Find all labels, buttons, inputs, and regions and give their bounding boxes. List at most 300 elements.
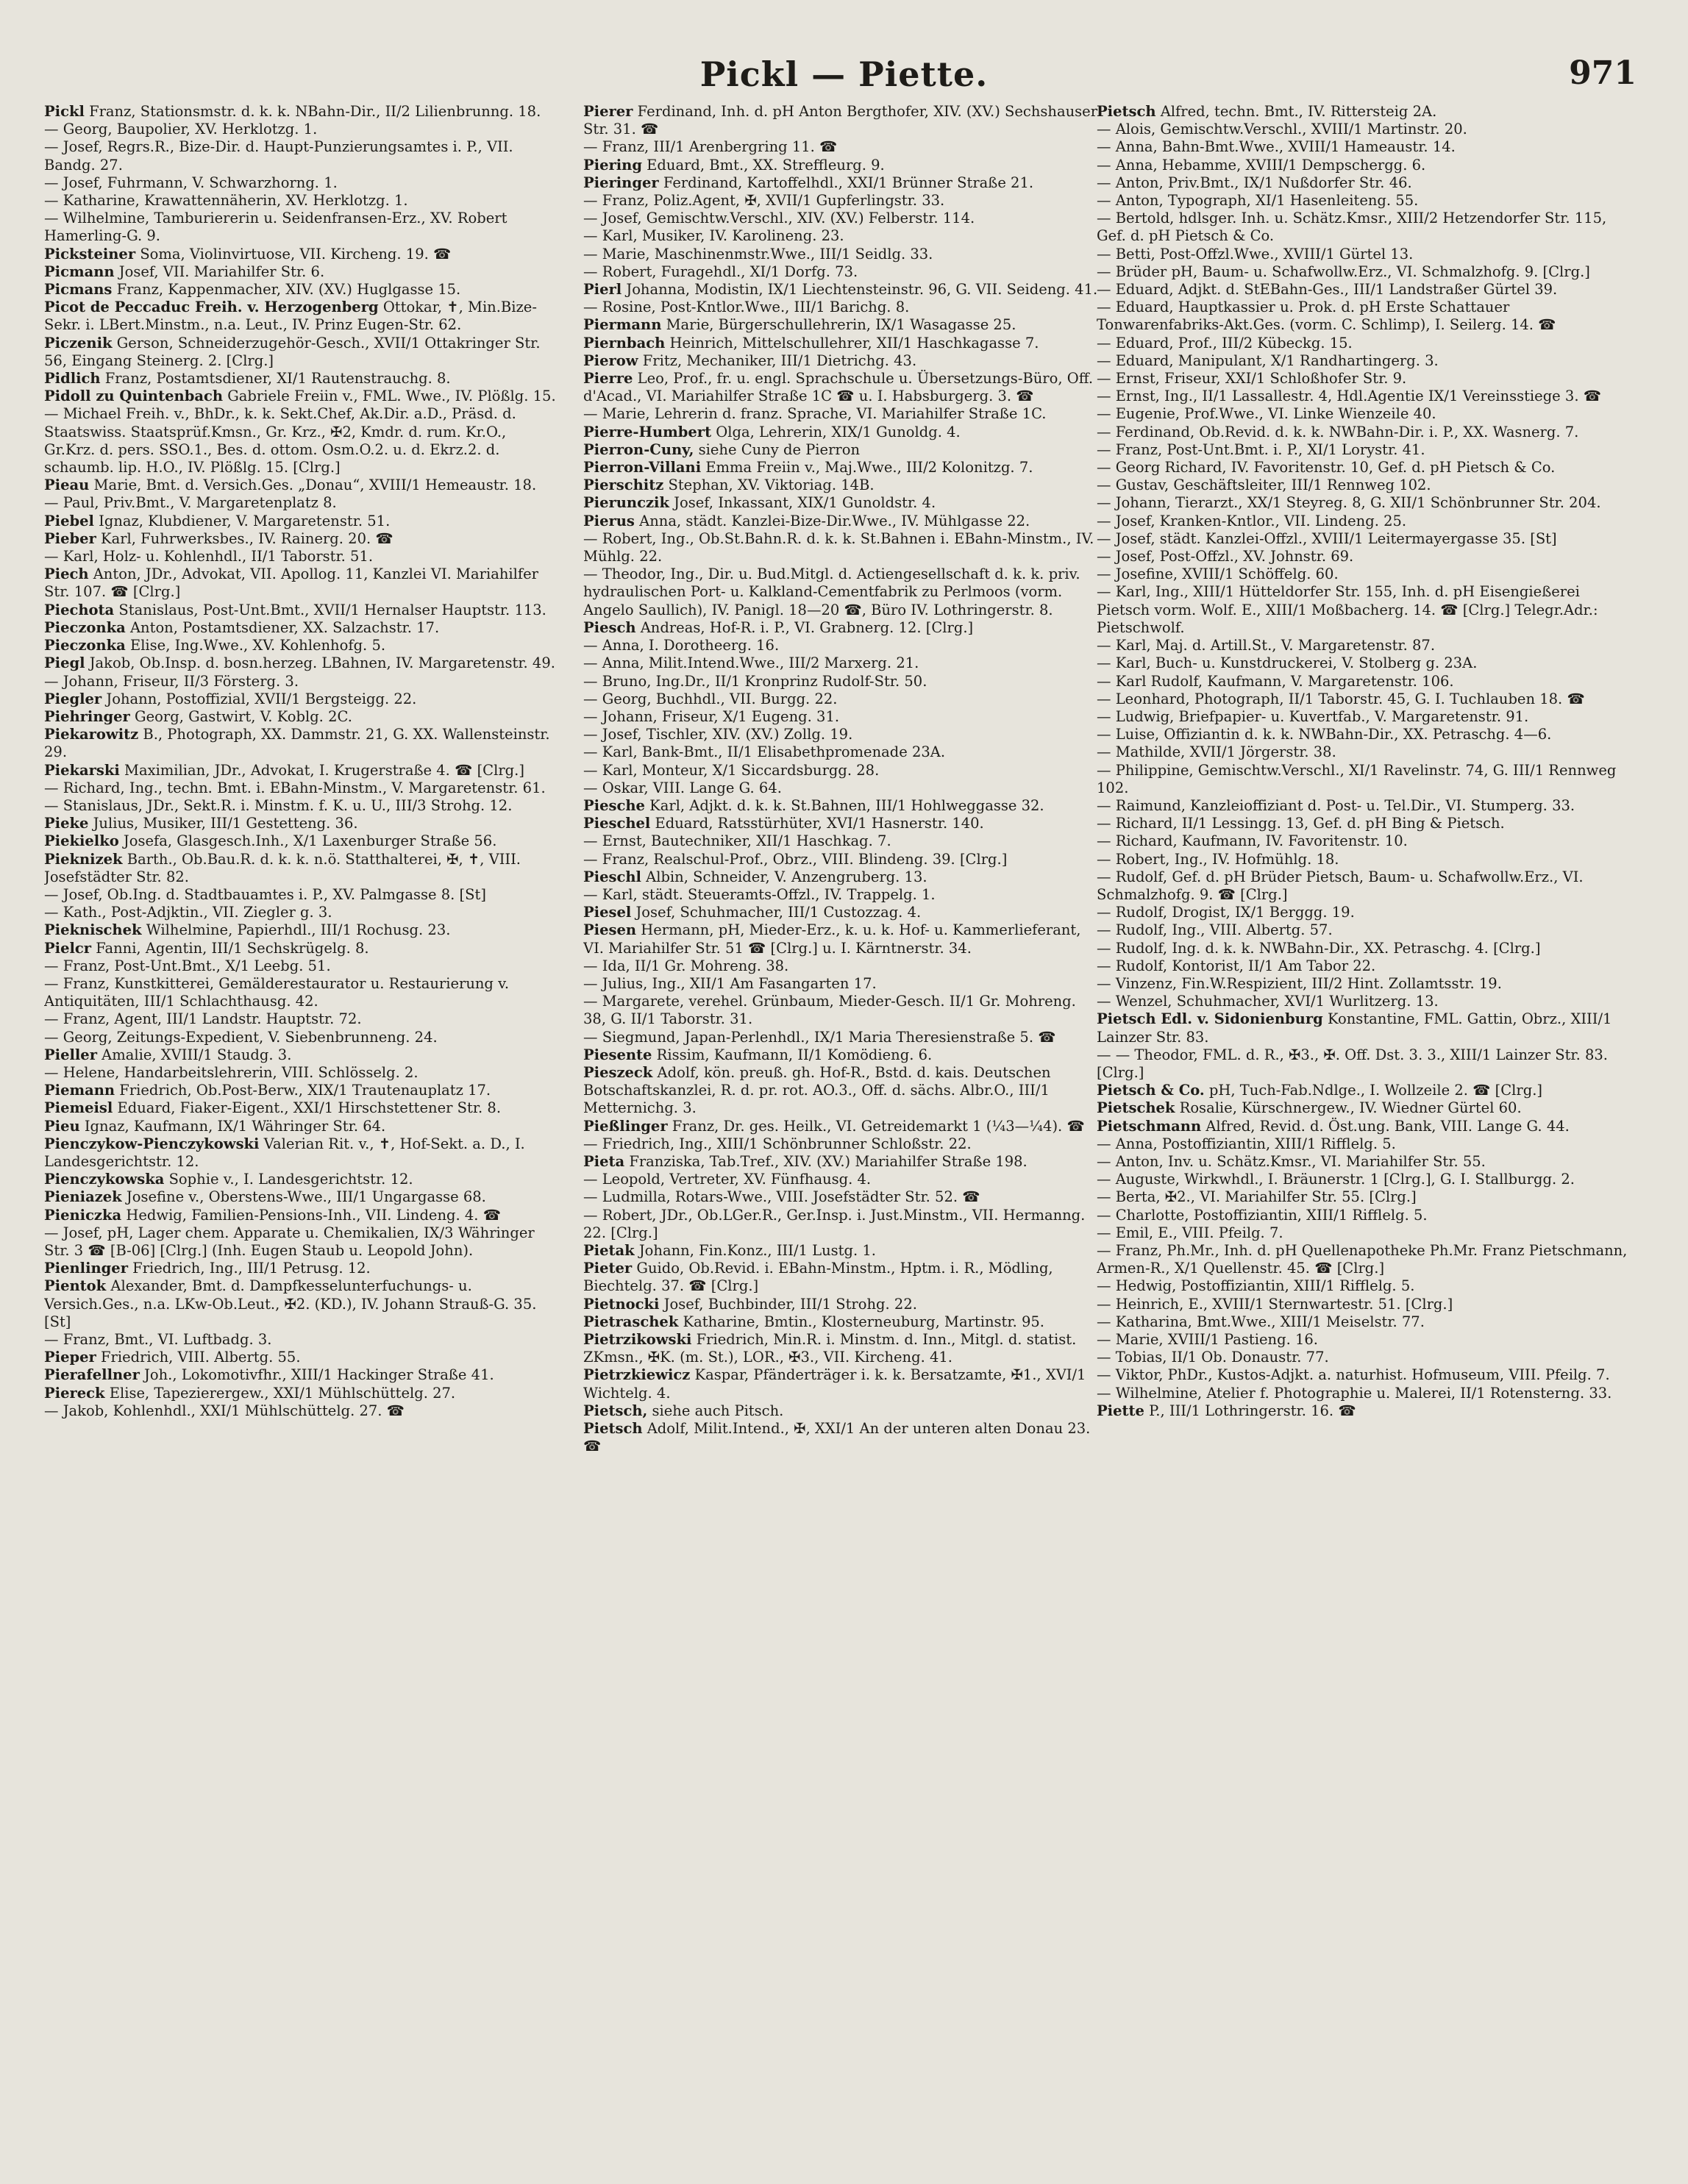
entry-text: — Karl, Maj. d. Artill.St., V. Margaretenstr. 87.	[1097, 637, 1436, 654]
entry-text: — Julius, Ing., XII/1 Am Fasangarten 17.	[583, 974, 877, 992]
directory-entry	[44, 1099, 559, 1117]
directory-entry	[1097, 957, 1634, 975]
directory-entry	[44, 1402, 559, 1420]
entry-text: Amalie, XVIII/1 Staudg. 3.	[96, 1046, 292, 1063]
entry-text: Johann, Fin.Konz., III/1 Lustg. 1.	[634, 1242, 876, 1259]
directory-entry	[1097, 513, 1634, 530]
directory-entry	[1097, 940, 1634, 957]
directory-entry	[44, 654, 559, 672]
entry-surname: Pierus	[583, 512, 635, 529]
directory-entry	[583, 477, 1098, 494]
entry-text: siehe Cuny de Pierron	[694, 440, 861, 458]
directory-entry	[583, 192, 1098, 210]
directory-entry	[44, 690, 559, 708]
directory-entry	[44, 779, 559, 797]
entry-text: Valerian Rit. v., ✝, Hof-Sekt. a. D., I. Landesgerichtstr. 12.	[44, 1135, 525, 1170]
entry-text: Franziska, Tab.Tref., XIV. (XV.) Mariahilfer Straße 198.	[624, 1152, 1028, 1170]
directory-entry	[44, 210, 559, 245]
directory-column-3	[1097, 103, 1634, 2155]
entry-surname: Picksteiner	[44, 245, 136, 263]
directory-entry	[583, 138, 1098, 156]
entry-text: — Anton, Priv.Bmt., IX/1 Nußdorfer Str. 46.	[1097, 174, 1412, 191]
entry-surname: Pieknizek	[44, 850, 123, 868]
directory-entry	[44, 832, 559, 850]
directory-entry	[44, 138, 559, 174]
directory-entry	[583, 797, 1098, 815]
entry-surname: Piemeisl	[44, 1099, 113, 1117]
directory-entry	[1097, 1207, 1634, 1224]
directory-entry	[583, 210, 1098, 227]
directory-entry	[583, 743, 1098, 761]
entry-text: Josefa, Glasgesch.Inh., X/1 Laxenburger Straße 56.	[118, 832, 497, 850]
entry-surname: Pierre-Humbert	[583, 423, 712, 440]
entry-surname: Piering	[583, 156, 642, 174]
entry-text: — Katharina, Bmt.Wwe., XIII/1 Meiselstr. 77.	[1097, 1313, 1425, 1330]
entry-text: — Hedwig, Postoffiziantin, XIII/1 Rifflelg. 5.	[1097, 1277, 1415, 1295]
directory-entry	[583, 637, 1098, 654]
directory-entry	[1097, 1366, 1634, 1384]
page-header	[0, 51, 1688, 103]
directory-entry	[1097, 1118, 1634, 1135]
entry-text: Konstantine, FML. Gattin, Obrz., XIII/1 Lainzer Str. 83.	[1097, 1010, 1612, 1046]
directory-entry	[1097, 299, 1634, 334]
entry-surname: Piesen	[583, 921, 637, 939]
directory-entry	[583, 708, 1098, 726]
directory-entry	[1097, 1153, 1634, 1171]
entry-text: — Paul, Priv.Bmt., V. Margaretenplatz 8.	[44, 494, 337, 512]
directory-entry	[44, 1188, 559, 1206]
entry-text: — Bruno, Ing.Dr., II/1 Kronprinz Rudolf-Str. 50.	[583, 672, 927, 690]
entry-surname: Pieter	[583, 1260, 633, 1277]
entry-text: Karl, Adjkt. d. k. k. St.Bahnen, III/1 Hohlweggasse 32.	[644, 796, 1044, 814]
directory-entry	[1097, 1010, 1634, 1046]
entry-text: Albin, Schneider, V. Anzengruberg. 13.	[641, 868, 927, 885]
directory-entry	[44, 477, 559, 494]
page-number: 971	[1569, 54, 1637, 92]
entry-text: Julius, Musiker, III/1 Gestetteng. 36.	[88, 815, 358, 832]
entry-text: Fanni, Agentin, III/1 Sechskrügelg. 8.	[91, 939, 369, 957]
entry-text: — Karl, Ing., XIII/1 Hütteldorfer Str. 155, Inh. d. pH Eisengießerei Pietsch vorm. Wolf. E., XIII/1 Moßbacherg. 14. ☎ [Clrg.] Telegr.Adr.: Pietschwolf.	[1097, 583, 1598, 636]
entry-surname: Pietsch Edl. v. Sidonienburg	[1097, 1010, 1323, 1028]
entry-surname: Piereck	[44, 1384, 105, 1402]
entry-surname: Pienczykowska	[44, 1171, 165, 1188]
entry-text: Elise, Tapezierergew., XXI/1 Mühlschüttelg. 27.	[104, 1384, 456, 1402]
entry-surname: Pierl	[583, 281, 622, 299]
entry-text: — Oskar, VIII. Lange G. 64.	[583, 779, 782, 796]
directory-entry	[1097, 157, 1634, 174]
entry-text: Josefine v., Oberstens-Wwe., III/1 Ungargasse 68.	[121, 1188, 486, 1206]
directory-entry	[44, 1207, 559, 1224]
directory-entry	[44, 1260, 559, 1277]
directory-entry	[44, 1385, 559, 1402]
entry-text: — Richard, II/1 Lessingg. 13, Gef. d. pH Bing & Pietsch.	[1097, 815, 1505, 832]
entry-surname: Pieta	[583, 1152, 625, 1170]
entry-text: — Ernst, Ing., II/1 Lassallestr. 4, Hdl.Agentie IX/1 Vereinsstiege 3. ☎	[1097, 388, 1602, 405]
directory-entry	[1097, 1313, 1634, 1331]
directory-entry	[583, 1420, 1098, 1455]
entry-surname: Piernbach	[583, 334, 666, 351]
directory-entry	[583, 1207, 1098, 1242]
directory-entry	[1097, 335, 1634, 352]
entry-surname: Piech	[44, 565, 89, 583]
entry-surname: Pietraschek	[583, 1313, 679, 1330]
entry-text: siehe auch Pitsch.	[647, 1402, 784, 1419]
directory-entry	[1097, 797, 1634, 815]
entry-text: B., Photograph, XX. Dammstr. 21, G. XX. Wallensteinstr. 29.	[44, 726, 550, 761]
entry-text: — Ida, II/1 Gr. Mohreng. 38.	[583, 957, 789, 974]
directory-entry	[1097, 1349, 1634, 1366]
entry-text: — Eduard, Manipulant, X/1 Randhartingerg. 3.	[1097, 351, 1439, 369]
entry-text: pH, Tuch-Fab.Ndlge., I. Wollzeile 2. ☎ [Clrg.]	[1204, 1082, 1543, 1099]
entry-text: — Ludwig, Briefpapier- u. Kuvertfab., V. Margaretenstr. 91.	[1097, 707, 1529, 725]
directory-entry	[44, 513, 559, 530]
entry-text: — Rudolf, Kontorist, II/1 Am Tabor 22.	[1097, 957, 1376, 974]
directory-entry	[583, 993, 1098, 1028]
entry-text: — Eduard, Adjkt. d. StEBahn-Ges., III/1 Landstraßer Gürtel 39.	[1097, 281, 1558, 299]
directory-entry	[1097, 459, 1634, 477]
entry-surname: Piesente	[583, 1046, 652, 1063]
directory-entry	[1097, 921, 1634, 939]
directory-entry	[44, 565, 559, 601]
entry-text: Hedwig, Familien-Pensions-Inh., VII. Lindeng. 4. ☎	[121, 1206, 501, 1224]
directory-entry	[1097, 370, 1634, 388]
directory-entry	[583, 246, 1098, 263]
entry-surname: Piegl	[44, 654, 85, 672]
directory-entry	[583, 1171, 1098, 1188]
directory-entry	[1097, 993, 1634, 1010]
directory-entry	[44, 602, 559, 619]
directory-entry	[1097, 654, 1634, 672]
directory-entry	[583, 513, 1098, 530]
entry-text: Josef, Inkassant, XIX/1 Gunoldstr. 4.	[669, 494, 936, 512]
directory-entry	[1097, 868, 1634, 904]
directory-entry	[583, 263, 1098, 281]
directory-entry	[1097, 708, 1634, 726]
directory-entry	[44, 940, 559, 957]
entry-surname: Pietschek	[1097, 1099, 1175, 1117]
directory-entry	[583, 673, 1098, 690]
directory-entry	[44, 103, 559, 121]
entry-surname: Piesche	[583, 796, 645, 814]
directory-column-2	[583, 103, 1098, 2155]
entry-text: Adolf, Milit.Intend., ✠, XXI/1 An der unteren alten Donau 23. ☎	[583, 1420, 1091, 1455]
entry-text: — Luise, Offiziantin d. k. k. NWBahn-Dir., XX. Petraschg. 4—6.	[1097, 726, 1552, 743]
directory-entry	[44, 1118, 559, 1135]
directory-entry	[1097, 121, 1634, 138]
directory-entry	[44, 388, 559, 405]
entry-text: — Philippine, Gemischtw.Verschl., XI/1 Ravelinstr. 74, G. III/1 Rennweg 102.	[1097, 761, 1617, 796]
entry-surname: Pietsch & Co.	[1097, 1082, 1205, 1099]
entry-surname: Piekielko	[44, 832, 119, 850]
entry-text: — Franz, Agent, III/1 Landstr. Hauptstr. 72.	[44, 1010, 362, 1028]
directory-entry	[1097, 1331, 1634, 1349]
entry-text: — Eduard, Hauptkassier u. Prok. d. pH Erste Schattauer Tonwarenfabriks-Akt.Ges. (vorm. C. Schlimp), I. Seilerg. 14. ☎	[1097, 299, 1556, 334]
directory-entry	[1097, 192, 1634, 210]
entry-text: Soma, Violinvirtuose, VII. Kircheng. 19. ☎	[135, 245, 452, 263]
directory-entry	[583, 157, 1098, 174]
entry-text: — Raimund, Kanzleioffiziant d. Post- u. Tel.Dir., VI. Stumperg. 33.	[1097, 796, 1575, 814]
directory-entry	[1097, 1046, 1634, 1082]
entry-text: — Franz, Realschul-Prof., Obrz., VIII. Blindeng. 39. [Clrg.]	[583, 850, 1008, 868]
directory-entry	[583, 1188, 1098, 1206]
entry-text: — Heinrich, E., XVIII/1 Sternwartestr. 51. [Clrg.]	[1097, 1295, 1453, 1313]
entry-text: — Franz, Ph.Mr., Inh. d. pH Quellenapotheke Ph.Mr. Franz Pietschmann, Armen-R., X/1 Quellenstr. 45. ☎ [Clrg.]	[1097, 1242, 1628, 1277]
entry-text: — Josefine, XVIII/1 Schöffelg. 60.	[1097, 565, 1339, 583]
entry-surname: Pickl	[44, 103, 85, 120]
directory-entry	[1097, 246, 1634, 263]
directory-entry	[583, 868, 1098, 886]
entry-text: Georg, Gastwirt, V. Koblg. 2C.	[129, 707, 352, 725]
entry-text: — Rudolf, Ing. d. k. k. NWBahn-Dir., XX. Petraschg. 4. [Clrg.]	[1097, 939, 1541, 957]
directory-entry	[583, 1260, 1098, 1295]
entry-text: Marie, Bürgerschullehrerin, IX/1 Wasagasse 25.	[661, 316, 1016, 334]
entry-text: Marie, Bmt. d. Versich.Ges. „Donau“, XVIII/1 Hemeaustr. 18.	[89, 477, 537, 494]
entry-text: — Leopold, Vertreter, XV. Fünfhausg. 4.	[583, 1171, 872, 1188]
entry-surname: Pielcr	[44, 939, 92, 957]
entry-text: — Siegmund, Japan-Perlenhdl., IX/1 Maria Theresienstraße 5. ☎	[583, 1028, 1056, 1046]
directory-entry	[44, 192, 559, 210]
directory-entry	[1097, 975, 1634, 993]
entry-text: — Alois, Gemischtw.Verschl., XVIII/1 Martinstr. 20.	[1097, 121, 1467, 138]
directory-entry	[44, 1046, 559, 1064]
entry-surname: Pießlinger	[583, 1117, 668, 1135]
directory-entry	[44, 726, 559, 761]
entry-text: — Karl, Holz- u. Kohlenhdl., II/1 Taborstr. 51.	[44, 548, 374, 565]
entry-text: — Rosine, Post-Kntlor.Wwe., III/1 Barichg. 8.	[583, 299, 910, 316]
directory-entry	[1097, 1385, 1634, 1402]
entry-surname: Picmans	[44, 281, 113, 299]
directory-entry	[44, 797, 559, 815]
entry-surname: Picmann	[44, 263, 115, 280]
entry-text: Barth., Ob.Bau.R. d. k. k. n.ö. Statthalterei, ✠, ✝, VIII. Josefstädter Str. 82.	[44, 850, 521, 885]
entry-surname: Piebel	[44, 512, 94, 529]
directory-entry	[44, 1010, 559, 1028]
entry-surname: Pieschl	[583, 868, 641, 885]
entry-text: — Franz, Post-Unt.Bmt. i. P., XI/1 Lorystr. 41.	[1097, 440, 1425, 458]
entry-surname: Piehringer	[44, 707, 130, 725]
directory-entry	[583, 832, 1098, 850]
entry-text: Josef, Schuhmacher, III/1 Custozzag. 4.	[631, 904, 922, 921]
entry-text: Adolf, kön. preuß. gh. Hof-R., Bstd. d. kais. Deutschen Botschaftskanzlei, R. d. pr. rot. AO.3., Off. d. sächs. Albr.O., III/1 Metternichg. 3.	[583, 1063, 1051, 1117]
entry-surname: Piechota	[44, 601, 115, 618]
directory-entry	[44, 335, 559, 370]
entry-surname: Pierron-Cuny,	[583, 440, 694, 458]
directory-entry	[44, 121, 559, 138]
directory-entry	[1097, 565, 1634, 583]
directory-entry	[583, 405, 1098, 423]
directory-entry	[44, 1135, 559, 1171]
entry-text: — Richard, Ing., techn. Bmt. i. EBahn-Minstm., V. Margaretenstr. 61.	[44, 779, 546, 796]
directory-entry	[1097, 832, 1634, 850]
entry-surname: Pieper	[44, 1349, 96, 1366]
directory-entry	[583, 904, 1098, 921]
directory-entry	[1097, 388, 1634, 405]
entry-text: — Brüder pH, Baum- u. Schafwollw.Erz., VI. Schmalzhofg. 9. [Clrg.]	[1097, 263, 1590, 280]
directory-entry	[1097, 494, 1634, 512]
directory-entry	[1097, 726, 1634, 743]
directory-entry	[583, 921, 1098, 957]
entry-text: — Richard, Kaufmann, IV. Favoritenstr. 10.	[1097, 832, 1408, 850]
entry-text: Johann, Postoffizial, XVII/1 Bergsteigg. 22.	[102, 690, 417, 707]
entry-text: — Johann, Friseur, X/1 Eugeng. 31.	[583, 707, 840, 725]
directory-entry	[583, 459, 1098, 477]
directory-entry	[44, 886, 559, 904]
entry-text: — Karl, Musiker, IV. Karolineng. 23.	[583, 227, 844, 245]
entry-text: Eduard, Ratsstürhüter, XVI/1 Hasnerstr. 140.	[650, 815, 984, 832]
directory-entry	[583, 335, 1098, 352]
directory-entry	[583, 299, 1098, 316]
entry-text: — Michael Freih. v., BhDr., k. k. Sekt.Chef, Ak.Dir. a.D., Präsd. d. Staatswiss. Staatsprüf.Kmsn., Gr. Krz., ✠2, Kmdr. d. rum. Kr.O., Gr.Krz. d. pers. SSO.1., Bes. d. ottom. Osm.O.2. u. d. Ekrz.2. d. schaumb. lip. H.O., IV. Plößlg. 15. [Clrg.]	[44, 405, 516, 477]
directory-entry	[44, 494, 559, 512]
directory-entry	[583, 530, 1098, 565]
entry-text: Eduard, Fiaker-Eigent., XXI/1 Hirschstettener Str. 8.	[113, 1099, 502, 1117]
directory-entry	[44, 1029, 559, 1046]
entry-text: — Wilhelmine, Tamburiererin u. Seidenfransen-Erz., XV. Robert Hamerling-G. 9.	[44, 210, 508, 245]
entry-text: Gabriele Freiin v., FML. Wwe., IV. Plößlg. 15.	[223, 388, 556, 405]
directory-entry	[1097, 530, 1634, 548]
directory-entry	[1097, 1188, 1634, 1206]
entry-text: — Anna, Hebamme, XVIII/1 Dempschergg. 6.	[1097, 156, 1426, 174]
entry-surname: Pierron-Villani	[583, 459, 702, 477]
directory-entry	[1097, 851, 1634, 868]
entry-surname: Piermann	[583, 316, 662, 334]
directory-entry	[583, 103, 1098, 138]
entry-text: — Josef, Kranken-Kntlor., VII. Lindeng. 25.	[1097, 512, 1407, 529]
directory-entry	[583, 281, 1098, 299]
entry-text: Fritz, Mechaniker, III/1 Dietrichg. 43.	[638, 351, 917, 369]
entry-text: — Josef, Gemischtw.Verschl., XIV. (XV.) Felberstr. 114.	[583, 210, 975, 227]
entry-text: Katharine, Bmtin., Klosterneuburg, Martinstr. 95.	[678, 1313, 1044, 1330]
directory-entry	[1097, 138, 1634, 156]
entry-text: Friedrich, Ob.Post-Berw., XIX/1 Trautenauplatz 17.	[115, 1082, 491, 1099]
entry-text: — Friedrich, Ing., XIII/1 Schönbrunner Schloßstr. 22.	[583, 1135, 972, 1152]
entry-text: Leo, Prof., fr. u. engl. Sprachschule u. Übersetzungs-Büro, Off. d'Acad., VI. Mariahilfer Straße 1C ☎ u. I. Habsburgerg. 3. ☎	[583, 370, 1094, 405]
entry-text: — Georg, Buchhdl., VII. Burgg. 22.	[583, 690, 838, 707]
directory-entry	[583, 174, 1098, 192]
entry-surname: Pierafellner	[44, 1366, 140, 1384]
entry-text: Ottokar, ✝, Min.Bize-Sekr. i. LBert.Minstm., n.a. Leut., IV. Prinz Eugen-Str. 62.	[44, 299, 537, 334]
entry-text: — Franz, Kunstkitterei, Gemälderestaurator u. Restaurierung v. Antiquitäten, III/1 Schlachthausg. 42.	[44, 974, 510, 1010]
entry-text: Rosalie, Kürschnergew., IV. Wiedner Gürtel 60.	[1175, 1099, 1522, 1117]
directory-entry	[583, 1331, 1098, 1366]
directory-entry	[583, 1064, 1098, 1118]
entry-surname: Pienczykow-Pienczykowski	[44, 1135, 260, 1152]
entry-text: Guido, Ob.Revid. i. EBahn-Minstm., Hptm. i. R., Mödling, Biechtelg. 37. ☎ [Clrg.]	[583, 1260, 1053, 1295]
entry-text: Olga, Lehrerin, XIX/1 Gunoldg. 4.	[711, 423, 961, 440]
entry-text: — Franz, III/1 Arenbergring 11. ☎	[583, 138, 838, 156]
directory-entry	[44, 281, 559, 299]
entry-surname: Pieschel	[583, 815, 651, 832]
directory-entry	[1097, 815, 1634, 832]
entry-text: Kaspar, Pfänderträger i. k. k. Bersatzamte, ✠1., XVI/1 Wichtelg. 4.	[583, 1366, 1086, 1402]
entry-text: — Emil, E., VIII. Pfeilg. 7.	[1097, 1224, 1283, 1241]
entry-text: — Karl, städt. Steueramts-Offzl., IV. Trappelg. 1.	[583, 885, 936, 903]
entry-text: Anton, Postamtsdiener, XX. Salzachstr. 17.	[125, 618, 440, 636]
entry-surname: Pieber	[44, 529, 96, 547]
directory-entry	[1097, 263, 1634, 281]
directory-entry	[583, 1242, 1098, 1260]
entry-text: Josef, Buchbinder, III/1 Strohg. 22.	[659, 1295, 917, 1313]
entry-text: — Georg, Baupolier, XV. Herklotzg. 1.	[44, 121, 318, 138]
directory-entry	[583, 441, 1098, 459]
directory-entry	[44, 246, 559, 263]
entry-surname: Piczenik	[44, 334, 113, 351]
entry-surname: Pietnocki	[583, 1295, 660, 1313]
entry-text: — Katharine, Krawattennäherin, XV. Herklotzg. 1.	[44, 192, 408, 210]
entry-surname: Pietschmann	[1097, 1117, 1202, 1135]
directory-entry	[44, 1171, 559, 1188]
directory-entry	[44, 1064, 559, 1082]
entry-text: — Stanislaus, JDr., Sekt.R. i. Minstm. f. K. u. U., III/3 Strohg. 12.	[44, 796, 513, 814]
directory-entry	[44, 815, 559, 832]
entry-text: Alexander, Bmt. d. Dampfkesselunterfuchungs- u. Versich.Ges., n.a. LKw-Ob.Leut., ✠2. (KD.), IV. Johann Strauß-G. 35. [St]	[44, 1277, 537, 1330]
directory-entry	[1097, 1171, 1634, 1188]
directory-entry	[583, 957, 1098, 975]
entry-text: — Margarete, verehel. Grünbaum, Mieder-Gesch. II/1 Gr. Mohreng. 38, G. II/1 Taborstr. 31.	[583, 993, 1076, 1028]
entry-text: — Wilhelmine, Atelier f. Photographie u. Malerei, II/1 Rotensterng. 33.	[1097, 1384, 1612, 1402]
directory-entry	[583, 1313, 1098, 1331]
entry-text: Ignaz, Klubdiener, V. Margaretenstr. 51.	[93, 512, 391, 529]
entry-surname: Pieke	[44, 815, 89, 832]
entry-surname: Pieszeck	[583, 1063, 653, 1081]
directory-entry	[44, 921, 559, 939]
directory-entry	[44, 1224, 559, 1260]
directory-entry	[1097, 1082, 1634, 1099]
entry-surname: Pierer	[583, 103, 633, 120]
directory-entry	[583, 1118, 1098, 1135]
directory-entry	[1097, 281, 1634, 299]
directory-entry	[1097, 1099, 1634, 1117]
entry-text: — Betti, Post-Offzl.Wwe., XVIII/1 Gürtel 13.	[1097, 245, 1414, 263]
directory-entry	[583, 690, 1098, 708]
directory-entry	[1097, 103, 1634, 121]
entry-text: Sophie v., I. Landesgerichtstr. 12.	[164, 1171, 413, 1188]
entry-text: — Josef, Post-Offzl., XV. Johnstr. 69.	[1097, 548, 1354, 565]
directory-entry	[44, 1082, 559, 1099]
directory-entry	[583, 1402, 1098, 1420]
entry-surname: Pieczonka	[44, 618, 126, 636]
entry-text: — Mathilde, XVII/1 Jörgerstr. 38.	[1097, 743, 1336, 761]
entry-text: Ferdinand, Kartoffelhdl., XXI/1 Brünner Straße 21.	[658, 174, 1034, 191]
directory-entry	[583, 227, 1098, 245]
entry-surname: Pierschitz	[583, 477, 664, 494]
entry-text: — Theodor, Ing., Dir. u. Bud.Mitgl. d. Actiengesellschaft d. k. k. priv. hydraulischen Port- u. Kalkland-Cementfabrik zu Perlmoos (vorm. Angelo Saullich), IV. Panigl. 18—20 ☎, Büro IV. Lothringerstr. 8.	[583, 565, 1080, 618]
directory-entry	[1097, 1135, 1634, 1153]
entry-surname: Pieniazek	[44, 1188, 122, 1206]
directory-entry	[1097, 352, 1634, 370]
entry-text: — Wenzel, Schuhmacher, XVI/1 Wurlitzerg. 13.	[1097, 993, 1439, 1010]
entry-text: — Anna, Postoffiziantin, XIII/1 Rifflelg. 5.	[1097, 1135, 1396, 1152]
entry-text: — Robert, Furagehdl., XI/1 Dorfg. 73.	[583, 263, 858, 280]
entry-text: Wilhelmine, Papierhdl., III/1 Rochusg. 23.	[141, 921, 451, 939]
directory-entry	[583, 352, 1098, 370]
entry-text: — Josef, Regrs.R., Bize-Dir. d. Haupt-Punzierungsamtes i. P., VII. Bandg. 27.	[44, 138, 513, 174]
entry-surname: Pidlich	[44, 370, 101, 388]
directory-entry	[583, 654, 1098, 672]
directory-entry	[1097, 477, 1634, 494]
entry-text: P., III/1 Lothringerstr. 16. ☎	[1144, 1402, 1356, 1419]
entry-text: Johanna, Modistin, IX/1 Liechtensteinstr. 96, G. VII. Seideng. 41.	[622, 281, 1098, 299]
directory-entry	[44, 708, 559, 726]
entry-surname: Pieller	[44, 1046, 97, 1063]
entry-text: Anna, städt. Kanzlei-Bize-Dir.Wwe., IV. Mühlgasse 22.	[634, 512, 1030, 529]
entry-text: Anton, JDr., Advokat, VII. Apollog. 11, Kanzlei VI. Mariahilfer Str. 107. ☎ [Clrg.]	[44, 565, 538, 601]
entry-text: Eduard, Bmt., XX. Streffleurg. 9.	[641, 156, 885, 174]
entry-surname: Pieu	[44, 1117, 80, 1135]
entry-text: — Rudolf, Gef. d. pH Brüder Pietsch, Baum- u. Schafwollw.Erz., VI. Schmalzhofg. 9. ☎ [Clrg.]	[1097, 868, 1584, 903]
entry-text: — Karl Rudolf, Kaufmann, V. Margaretenstr. 106.	[1097, 672, 1454, 690]
entry-text: — Anton, Typograph, XI/1 Hasenleiteng. 55.	[1097, 192, 1419, 210]
